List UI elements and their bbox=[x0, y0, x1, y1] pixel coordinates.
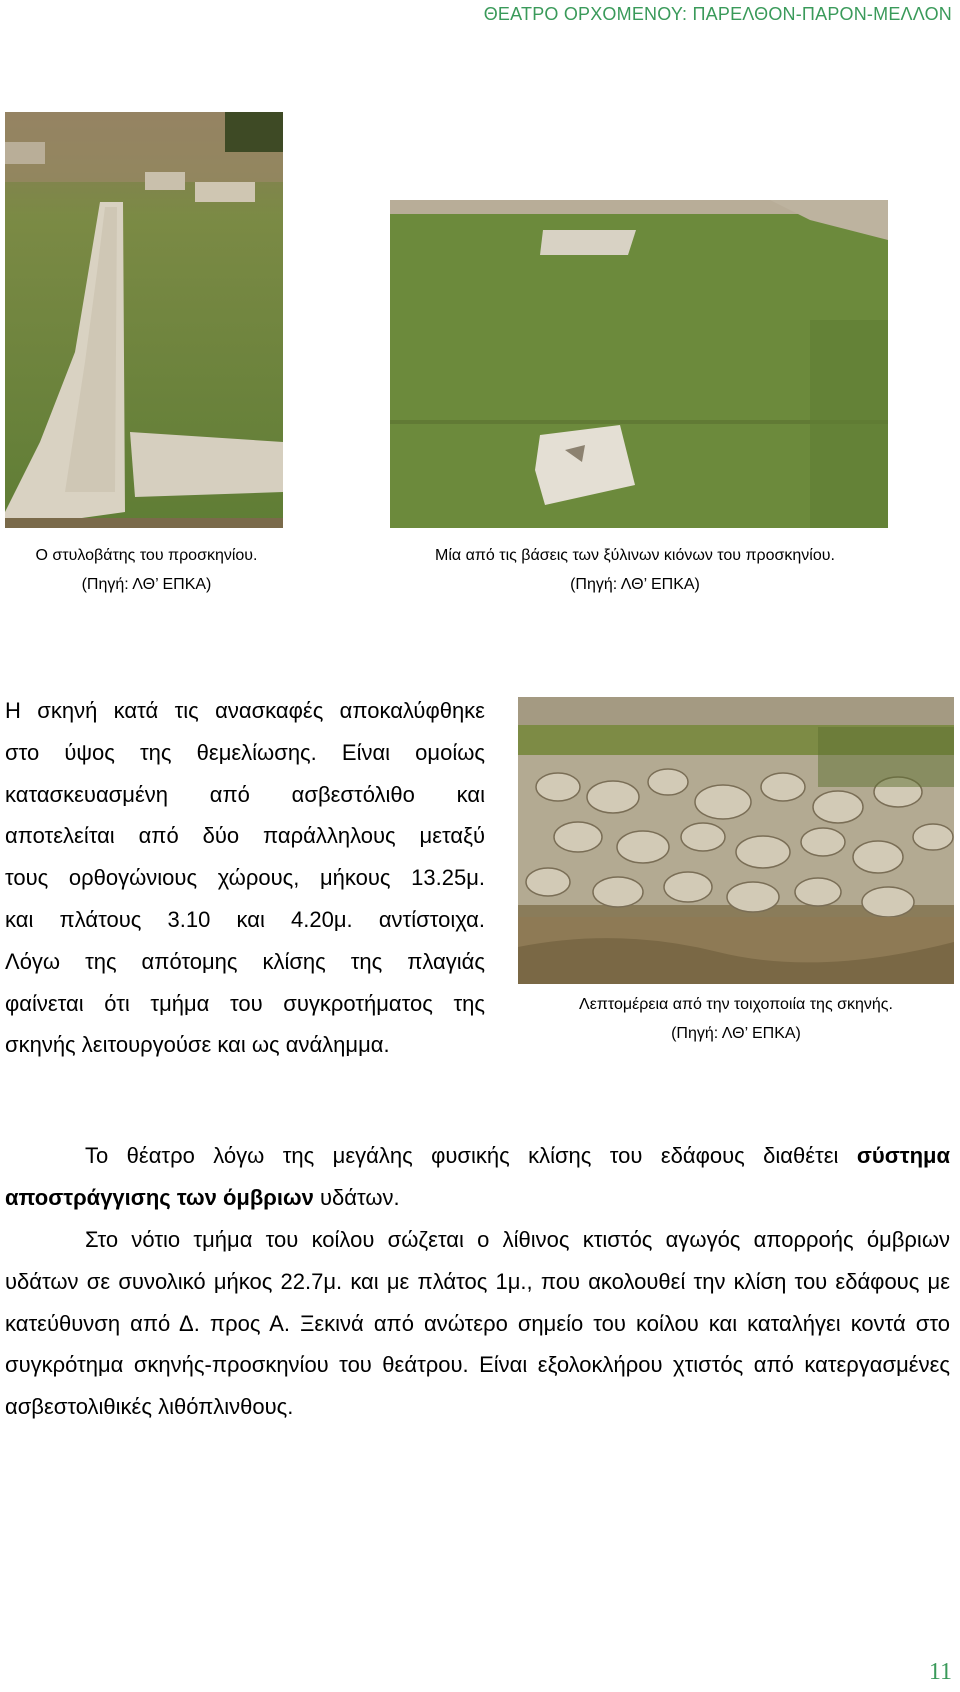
stylobate-photo bbox=[5, 112, 283, 528]
wall-detail-caption bbox=[518, 990, 954, 1048]
paragraph-line: σκηνής λειτουργούσε και ως ανάλημμα. bbox=[5, 1032, 390, 1058]
paragraph-line: στο ύψος της θεμελίωσης. Είναι ομοίως bbox=[5, 739, 485, 765]
caption-source: (Πηγή: ΛΘ’ ΕΠΚΑ) bbox=[81, 576, 212, 593]
caption-source: (Πηγή: ΛΘ’ ΕΠΚΑ) bbox=[671, 1025, 801, 1042]
drainage-outro: υδάτων. bbox=[319, 1184, 400, 1210]
stylobate-image bbox=[5, 112, 283, 528]
column-base-caption bbox=[400, 541, 870, 599]
wall-detail-photo bbox=[518, 697, 954, 984]
drainage-intro: Το θέατρο λόγω της μεγάλης φυσικής κλίσης του εδάφους διαθέτει bbox=[85, 1143, 839, 1168]
stylobate-caption bbox=[5, 541, 288, 599]
channel-paragraph: Στο νότιο τμήμα του κοίλου σώζεται ο λίθινος κτιστός αγωγός απορροής όμβριων υδάτων σε συνολικό μήκος 22.7μ. και με πλάτος 1μ., που ακολουθεί την κλίση του εδάφους με κατεύθυνση από Δ. προς Α. Ξεκινά από ανώτερο σημείο του κοίλου και καταλήγει κοντά στο συγκρότημα σκηνής-προσκηνίου του θεάτρου. Είναι εξολοκλήρου χτιστός από κατεργασμένες ασβεστολιθικές λιθόπλινθους. bbox=[5, 1227, 950, 1420]
column-base-photo bbox=[390, 200, 888, 528]
drainage-bold-term: σύστημα αποστράγγισης των όμβριων bbox=[5, 1143, 950, 1210]
paragraph-line: αποτελείται από δύο παράλληλους μεταξύ bbox=[5, 823, 485, 849]
caption-text: Μία από τις βάσεις των ξύλινων κιόνων του προσκηνίου. bbox=[435, 547, 835, 564]
scene-paragraph bbox=[5, 690, 485, 1066]
caption-text: Ο στυλοβάτης του προσκηνίου. bbox=[35, 547, 258, 564]
paragraph-line: φαίνεται ότι τμήμα του συγκροτήματος της bbox=[5, 990, 485, 1016]
caption-source: (Πηγή: ΛΘ’ ΕΠΚΑ) bbox=[570, 576, 700, 593]
paragraph-line: κατασκευασμένη από ασβεστόλιθο και bbox=[5, 781, 485, 807]
paragraph-line: και πλάτους 3.10 και 4.20μ. αντίστοιχα. bbox=[5, 906, 485, 932]
drainage-paragraph bbox=[5, 1135, 950, 1219]
column-base-image bbox=[390, 200, 888, 528]
caption-text: Λεπτομέρεια από την τοιχοποιία της σκηνής. bbox=[579, 996, 893, 1013]
page-number: 11 bbox=[928, 1659, 952, 1685]
wall-detail-image bbox=[518, 697, 954, 984]
paragraph-line: Η σκηνή κατά τις ανασκαφές αποκαλύφθηκε bbox=[5, 698, 485, 723]
running-header: ΘΕΑΤΡΟ ΟΡΧΟΜΕΝΟΥ: ΠΑΡΕΛΘΟΝ-ΠΑΡΟΝ-ΜΕΛΛΟΝ bbox=[483, 4, 952, 24]
paragraph-line: τους ορθογώνιους χώρους, μήκους 13.25μ. bbox=[5, 865, 485, 891]
paragraph-line: Λόγω της απότομης κλίσης της πλαγιάς bbox=[5, 948, 485, 974]
